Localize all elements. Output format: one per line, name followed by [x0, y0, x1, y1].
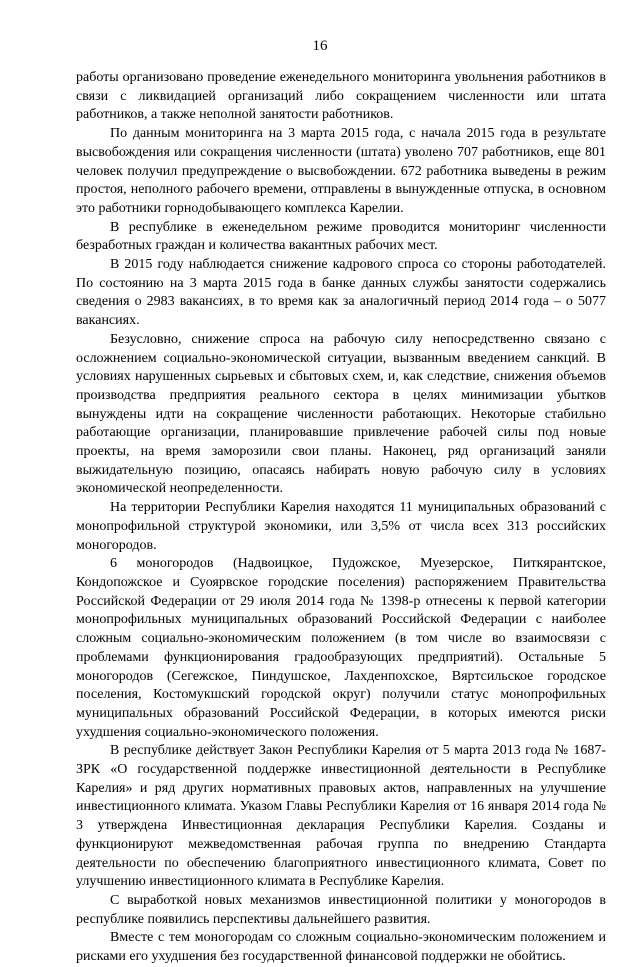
paragraph: На территории Республики Карелия находятся 11 муниципальных образований с монопрофильной структурой экономики, или 3,5% от числа всех 313 российских моногородов. [76, 500, 606, 553]
paragraph: В республике действует Закон Республики Карелия от 5 марта 2013 года № 1687-ЗРК «О государственной поддержке инвестиционной деятельности в Республике Карелия» и ряд других нормативных правовых актов, направленных на улучшение инвестиционного климата. Указом Главы Республики Карелия от 16 января 2014 года № 3 утверждена Инвестиционная декларация Республики Карелия. Созданы и функционируют межведомственная рабочая группа по внедрению Стандарта деятельности по обеспечению благоприятного инвестиционного климата, Совет по улучшению инвестиционного климата в Республике Карелия. [76, 743, 606, 890]
page-number: 16 [312, 38, 328, 54]
paragraph: По данным мониторинга на 3 марта 2015 года, с начала 2015 года в результате высвобождения или сокращения численности (штата) уволено 707 работников, еще 801 человек получил предупреждение о высвобождении. 672 работника выведены в режим простоя, неполного рабочего времени, отправлены в вынужденные отпуска, в основном это работники горнодобывающего комплекса Карелии. [76, 126, 606, 216]
paragraph: 6 моногородов (Надвоицкое, Пудожское, Муезерское, Питкярантское, Кондопожское и Суоярвское городские поселения) распоряжением Правительства Российской Федерации от 29 июля 2014 года № 1398-р отнесены к первой категории монопрофильных муниципальных образований Российской Федерации с наиболее сложным социально-экономическим положением (в том числе во взаимосвязи с проблемами функционирования градообразующих предприятий). Остальные 5 моногородов (Сегежское, Пиндушское, Лахденпохское, Вяртсильское городское поселения, Костомукшский городской округ) получили статус монопрофильных муниципальных образований Российской Федерации, в которых имеются риски ухудшения социально-экономического положения. [76, 556, 606, 740]
paragraph: В 2015 году наблюдается снижение кадрового спроса со стороны работодателей. По состоянию на 3 марта 2015 года в банке данных службы занятости содержались сведения о 2983 вакансиях, в то время как за аналогичный период 2014 года – о 5077 вакансиях. [76, 257, 606, 329]
paragraph: Вместе с тем моногородам со сложным социально-экономическим положением и рисками его ухудшения без государственной финансовой поддержки не обойтись. [76, 930, 606, 965]
paragraph: Безусловно, снижение спроса на рабочую силу непосредственно связано с осложнением социально-экономической ситуации, вызванным введением санкций. В условиях нарушенных сырьевых и сбытовых схем, и, как следствие, снижения объемов производства предприятия реального сектора в целях минимизации убытков вынуждены идти на сокращение численности работающих. Некоторые стабильно работающие организации, планировавшие привлечение рабочей силы под новые проекты, на время заморозили свои планы. Наконец, ряд организаций заняли выжидательную позицию, опасаясь набирать новую рабочую силу в условиях экономической неопределенности. [76, 331, 606, 497]
paragraph: С выработкой новых механизмов инвестиционной политики у моногородов в республике появились перспективы дальнейшего развития. [76, 892, 606, 927]
paragraph: работы организовано проведение еженедельного мониторинга увольнения работников в связи с ликвидацией организаций либо сокращением численности или штата работников, а также неполной занятости работников. [76, 70, 606, 123]
body-text [76, 69, 606, 967]
paragraph: В республике в еженедельном режиме проводится мониторинг численности безработных граждан и количества вакантных рабочих мест. [76, 219, 606, 254]
